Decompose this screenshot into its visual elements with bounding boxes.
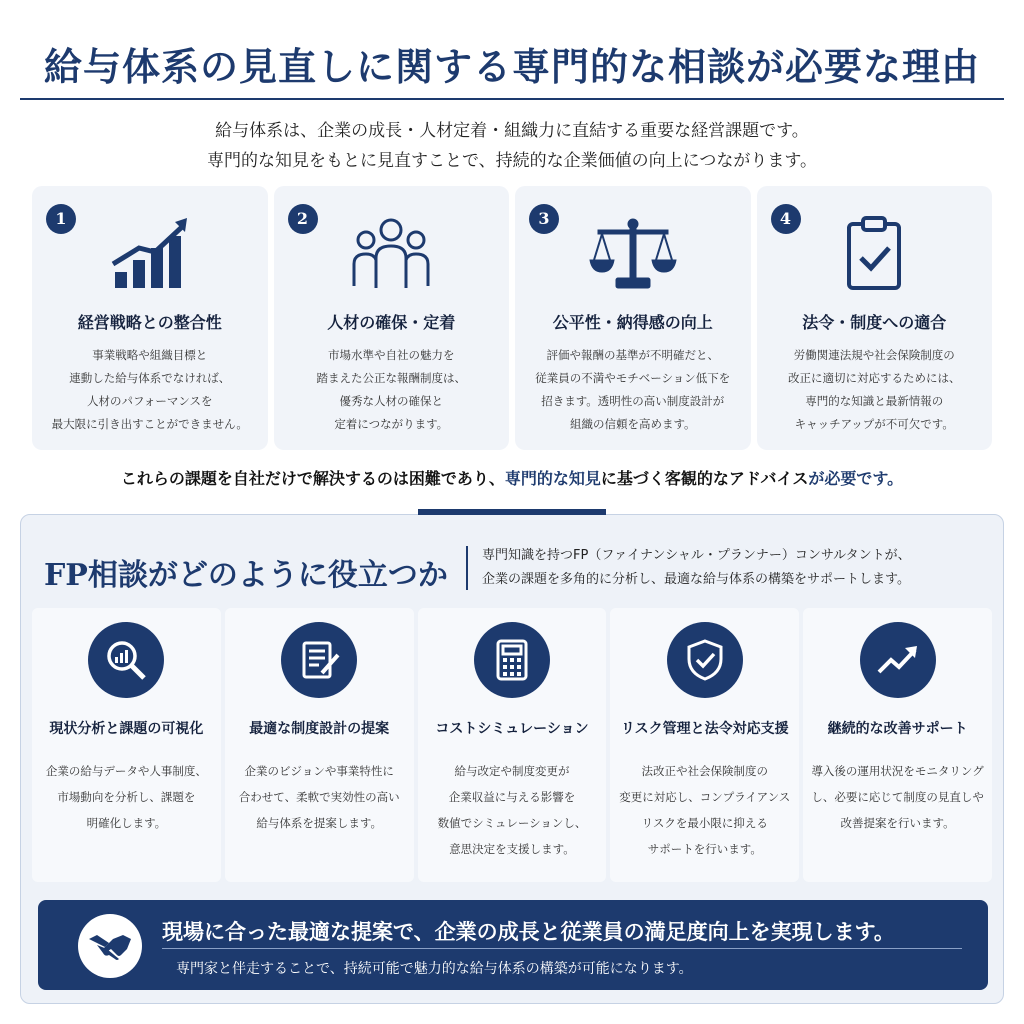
summary-highlight: が必要です。 bbox=[808, 469, 904, 488]
reason-number: 2 bbox=[288, 204, 318, 234]
reason-number: 1 bbox=[46, 204, 76, 234]
reason-card-4 bbox=[757, 186, 993, 450]
service-line: 変更に対応し、コンプライアンス bbox=[619, 790, 791, 804]
calculator-icon bbox=[474, 622, 550, 698]
reason-line: 優秀な人材の確保と bbox=[339, 394, 443, 408]
fp-desc-line: 専門知識を持つFP（ファイナンシャル・プランナー）コンサルタントが、 bbox=[482, 548, 911, 563]
reason-number: 3 bbox=[529, 204, 559, 234]
summary-highlight: 専門的な知見 bbox=[504, 469, 601, 488]
fp-divider bbox=[466, 546, 468, 590]
page-title: 給与体系の見直しに関する専門的な相談が必要な理由 bbox=[43, 44, 980, 89]
service-line: 企業収益に与える影響を bbox=[448, 790, 576, 804]
service-line: 改善提案を行います。 bbox=[840, 816, 955, 830]
service-line: 意思決定を支援します。 bbox=[449, 842, 575, 856]
banner-headline: 現場に合った最適な提案で、企業の成長と従業員の満足度向上を実現します。 bbox=[162, 919, 895, 944]
magnifier-chart-icon bbox=[88, 622, 164, 698]
service-line: リスクを最小限に抑える bbox=[641, 816, 768, 830]
service-card-5 bbox=[803, 608, 992, 882]
service-line: 合わせて、柔軟で実効性の高い bbox=[238, 790, 400, 804]
service-body bbox=[422, 758, 603, 862]
service-body bbox=[36, 758, 217, 836]
conclusion-banner bbox=[38, 900, 988, 990]
service-line: 導入後の運用状況をモニタリング bbox=[811, 764, 984, 778]
reason-line: 事業戦略や組織目標と bbox=[92, 348, 208, 362]
reason-card-3 bbox=[515, 186, 751, 450]
bar-chart-growth-icon bbox=[105, 214, 195, 294]
reason-title: 公平性・納得感の向上 bbox=[552, 313, 713, 332]
reason-title: 人材の確保・定着 bbox=[327, 313, 456, 332]
banner-subtext: 専門家と伴走することで、持続可能で魅力的な給与体系の構築が可能になります。 bbox=[176, 961, 693, 977]
fp-panel-tab bbox=[418, 509, 606, 515]
service-line: 法改正や社会保険制度の bbox=[641, 764, 769, 778]
service-body bbox=[229, 758, 410, 836]
reason-line: 定着につながります。 bbox=[334, 417, 449, 431]
service-line: サポートを行います。 bbox=[647, 842, 762, 856]
banner-divider bbox=[162, 948, 962, 949]
reason-line: 招きます。透明性の高い制度設計が bbox=[541, 394, 725, 408]
intro-line-1: 給与体系は、企業の成長・人材定着・組織力に直結する重要な経営課題です。 bbox=[215, 121, 809, 141]
service-title: 現状分析と課題の可視化 bbox=[49, 721, 204, 737]
service-card-2 bbox=[225, 608, 414, 882]
service-card-4 bbox=[610, 608, 799, 882]
service-line: 企業の給与データや人事制度、 bbox=[45, 764, 207, 778]
reason-line: 従業員の不満やモチベーション低下を bbox=[535, 371, 731, 385]
service-line: し、必要に応じて制度の見直しや bbox=[811, 790, 984, 804]
reason-line: 人材のパフォーマンスを bbox=[86, 394, 213, 408]
scales-icon bbox=[588, 214, 678, 294]
title-divider bbox=[20, 98, 1004, 100]
shield-check-icon bbox=[667, 622, 743, 698]
summary-statement bbox=[0, 466, 1024, 489]
service-line: 市場動向を分析し、課題を bbox=[57, 790, 196, 804]
reason-line: 踏まえた公正な報酬制度は、 bbox=[316, 371, 466, 385]
service-line: 給与体系を提案します。 bbox=[256, 816, 382, 830]
people-group-icon bbox=[346, 214, 436, 294]
reason-line: 市場水準や自社の魅力を bbox=[328, 348, 455, 362]
service-card-1 bbox=[32, 608, 221, 882]
document-pen-icon bbox=[281, 622, 357, 698]
reason-number: 4 bbox=[771, 204, 801, 234]
fp-desc-line: 企業の課題を多角的に分析し、最適な給与体系の構築をサポートします。 bbox=[482, 572, 910, 587]
service-title: リスク管理と法令対応支援 bbox=[620, 721, 789, 737]
reason-line: 評価や報酬の基準が不明確だと、 bbox=[546, 348, 719, 362]
reason-line: 労働関連法規や社会保険制度の bbox=[793, 348, 955, 362]
reason-body bbox=[38, 344, 262, 436]
intro-line-2: 専門的な知見をもとに見直すことで、持続的な企業価値の向上につながります。 bbox=[207, 151, 817, 171]
service-line: 数値でシミュレーションし、 bbox=[437, 816, 587, 830]
fp-description bbox=[482, 544, 911, 592]
service-line: 企業のビジョンや事業特性に bbox=[244, 764, 394, 778]
summary-part: これらの課題を自社だけで解決するのは困難であり、 bbox=[120, 469, 505, 488]
service-body bbox=[614, 758, 795, 862]
reason-line: 改正に適切に対応するためには、 bbox=[788, 371, 961, 385]
service-title: 継続的な改善サポート bbox=[827, 721, 968, 737]
reason-line: 組織の信頼を高めます。 bbox=[569, 417, 696, 431]
reason-line: 最大限に引き出すことができません。 bbox=[51, 417, 248, 431]
reason-body bbox=[280, 344, 504, 436]
summary-part: に基づく客観的なアドバイス bbox=[600, 469, 809, 488]
service-line: 明確化します。 bbox=[86, 816, 167, 830]
trend-arrow-icon bbox=[860, 622, 936, 698]
intro-text bbox=[0, 116, 1024, 176]
service-title: コストシミュレーション bbox=[435, 721, 589, 737]
reason-card-1 bbox=[32, 186, 268, 450]
reason-card-2 bbox=[274, 186, 510, 450]
service-title: 最適な制度設計の提案 bbox=[249, 721, 390, 737]
reason-line: 連動した給与体系でなければ、 bbox=[69, 371, 231, 385]
reason-title: 法令・制度への適合 bbox=[802, 313, 947, 332]
clipboard-check-icon bbox=[829, 214, 919, 294]
service-list bbox=[32, 608, 992, 882]
service-body bbox=[807, 758, 988, 836]
reason-line: キャッチアップが不可欠です。 bbox=[794, 417, 954, 431]
service-line: 給与改定や制度変更が bbox=[454, 764, 570, 778]
handshake-icon bbox=[78, 914, 142, 978]
service-card-3 bbox=[418, 608, 607, 882]
reason-body bbox=[521, 344, 745, 436]
fp-title: FP相談がどのように役立つか bbox=[44, 558, 448, 593]
reason-body bbox=[763, 344, 987, 436]
reason-line: 専門的な知識と最新情報の bbox=[805, 394, 944, 408]
reason-title: 経営戦略との整合性 bbox=[77, 313, 222, 332]
reason-cards bbox=[32, 186, 992, 450]
